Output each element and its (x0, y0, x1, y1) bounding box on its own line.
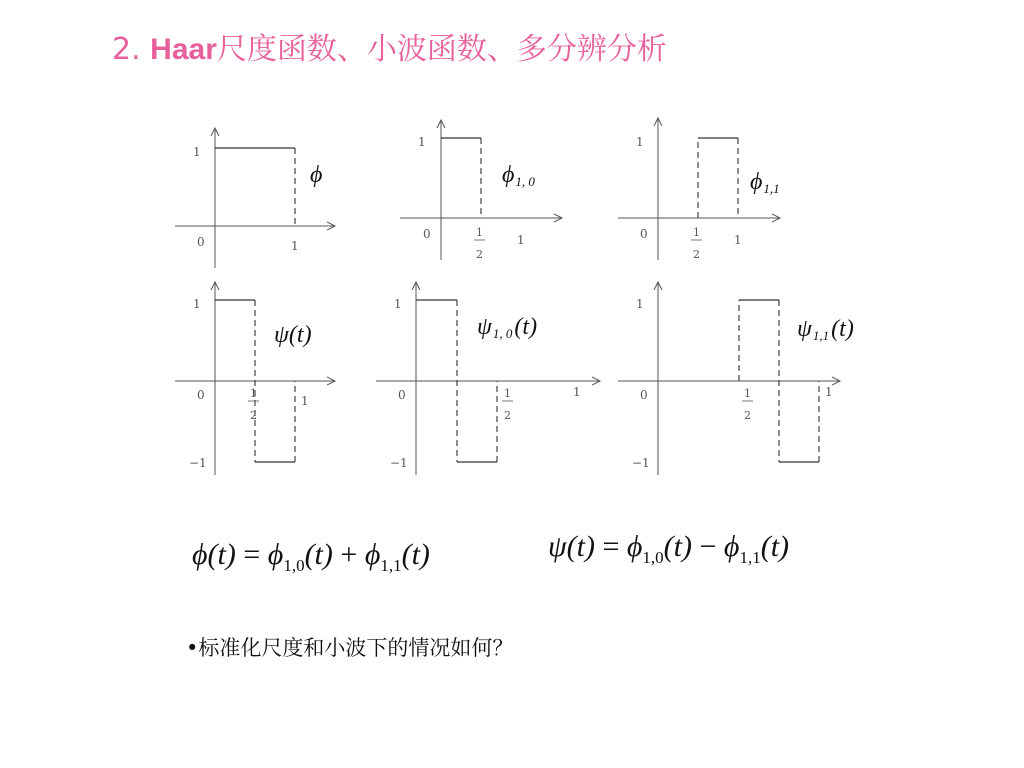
tick-half-denominator: 2 (744, 409, 751, 422)
tick-label-minus-1: −1 (189, 456, 207, 470)
phi-1-0-label: ϕ1, 0 (502, 162, 535, 189)
eq-phi-symbol: ϕ (267, 538, 284, 571)
tick-half-numerator: 1 (476, 226, 483, 239)
tick-label-1: 1 (636, 297, 644, 311)
eq-psi-symbol: ψ (548, 530, 567, 563)
phi-label: ϕ (310, 162, 323, 188)
tick-label-1: 1 (291, 239, 299, 253)
bullet-marker: • (186, 636, 199, 660)
tick-label-0: 0 (640, 388, 648, 402)
eq-phi-symbol: ϕ (626, 530, 643, 563)
eq-phi-symbol: ϕ (192, 538, 208, 571)
eq-phi-symbol: ϕ (723, 530, 740, 563)
phi-decomposition-equation (192, 538, 430, 576)
tick-label-1: 1 (301, 394, 309, 408)
eq-equals: = (594, 530, 627, 563)
tick-label-0: 0 (398, 388, 406, 402)
eq-equals: = (235, 538, 268, 571)
tick-label-0: 0 (197, 235, 205, 249)
psi-label: ψ(t) (274, 322, 312, 348)
tick-label-0: 0 (640, 227, 648, 241)
eq-arg: (t) (566, 530, 595, 563)
tick-half-denominator: 2 (693, 248, 700, 261)
bullet-question (186, 632, 513, 664)
plot-phi-1-1 (618, 118, 780, 261)
psi-decomposition-equation (548, 530, 789, 568)
plot-psi-1-0 (376, 282, 600, 475)
plot-phi (175, 128, 335, 268)
tick-half-numerator: 1 (504, 387, 511, 400)
psi-1-0-label: ψ1, 0(t) (477, 314, 538, 341)
tick-label-1: 1 (418, 135, 426, 149)
title-haar: Haar (150, 33, 217, 66)
tick-label-1: 1 (193, 297, 201, 311)
tick-label-0: 0 (423, 227, 431, 241)
bullet-text: 标准化尺度和小波下的情况如何？ (198, 636, 514, 660)
plot-psi (175, 282, 335, 475)
tick-half-denominator: 2 (504, 409, 511, 422)
tick-half-numerator: 1 (693, 226, 700, 239)
tick-half-numerator: 1 (250, 387, 257, 400)
tick-label-1: 1 (636, 135, 644, 149)
tick-label-1: 1 (734, 233, 742, 247)
title-number: 2. (112, 32, 141, 67)
eq-arg: (t) (207, 538, 236, 571)
title-rest: 尺度函数、小波函数、多分辨分析 (216, 32, 667, 67)
tick-label-1: 1 (517, 233, 525, 247)
eq-subscript: 1,1 (380, 556, 402, 575)
eq-arg: (t) (663, 530, 692, 563)
eq-arg: (t) (760, 530, 790, 563)
tick-label-0: 0 (197, 388, 205, 402)
tick-label-minus-1: −1 (390, 456, 408, 470)
eq-phi-symbol: ϕ (364, 538, 381, 571)
eq-subscript: 1,0 (283, 556, 305, 575)
plot-phi-1-0 (400, 120, 562, 261)
tick-half-denominator: 2 (476, 248, 483, 261)
eq-plus: + (332, 538, 365, 571)
eq-subscript: 1,1 (739, 548, 761, 567)
plot-psi-1-1 (618, 282, 854, 475)
tick-label-1: 1 (573, 385, 581, 399)
psi-1-1-label: ψ1,1(t) (797, 316, 854, 343)
tick-label-1: 1 (394, 297, 402, 311)
tick-label-1: 1 (825, 385, 833, 399)
tick-half-denominator: 2 (250, 409, 257, 422)
eq-arg: (t) (401, 538, 430, 571)
tick-label-1: 1 (193, 145, 201, 159)
tick-half-numerator: 1 (744, 387, 751, 400)
eq-arg: (t) (304, 538, 333, 571)
eq-subscript: 1,0 (642, 548, 664, 567)
tick-label-minus-1: −1 (632, 456, 650, 470)
phi-1-1-label: ϕ1,1 (750, 169, 780, 196)
eq-minus: − (692, 530, 724, 563)
